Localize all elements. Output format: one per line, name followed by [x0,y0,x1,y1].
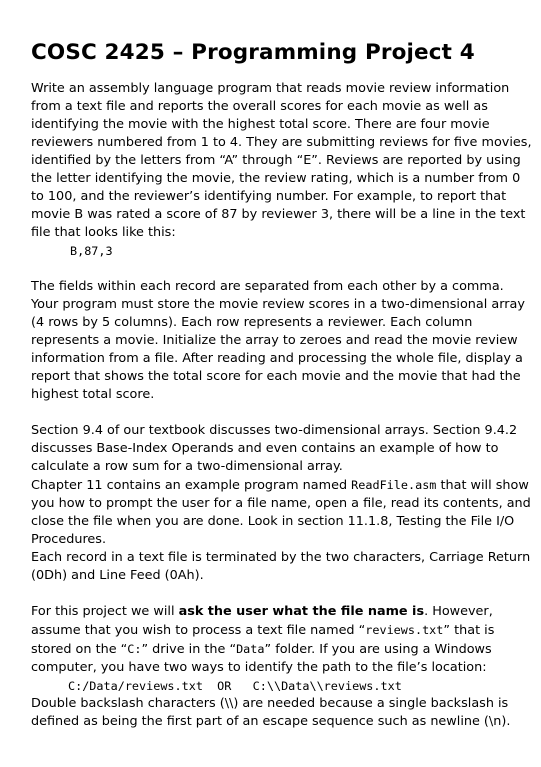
spacer [31,404,533,422]
readfile-code: ReadFile.asm [351,478,437,492]
filename-code: reviews.txt [365,623,444,637]
filename-text-d: ” drive in the “ [141,642,237,657]
array-paragraph: The fields within each record are separated from each other by a comma. Your program must store the movie review scores in a two-dimensional array (4 rows by 5 columns). Each row represents a reviewer. Each column represents a movie. Initialize the array to zeroes and read the movie review information from a file. After reading and processing the whole file, display a report that shows the total score for each movie and the movie that had the highest total score. [31,279,525,402]
filename-text-b: . However, assume that you wish to process a text file named “ [31,604,493,638]
page-title: COSC 2425 – Programming Project 4 [31,40,475,65]
document-page [31,38,533,731]
filename-text-c: ” that is stored on the “ [31,623,495,657]
drive-code: C: [127,642,142,656]
path-examples: C:/Data/reviews.txt OR C:\\Data\\reviews.txt [68,679,402,693]
textbook-paragraph: Section 9.4 of our textbook discusses two-dimensional arrays. Section 9.4.2 discusses Base-Index Operands and even contains an example of how to calculate a row sum for a two-dimensional array. [31,423,518,474]
record-terminator-paragraph: Each record in a text file is terminated by the two characters, Carriage Return (0Dh) and Line Feed (0Ah). [31,550,531,583]
intro-paragraph: Write an assembly language program that reads movie review information from a text file and reports the overall scores for each movie as well as identifying the movie with the highest total score. There are four movie reviewers numbered from 1 to 4. They are submitting reviews for five movies, identified by the letters from “A” through “E”. Reviews are reported by using the letter identifying the movie, the review rating, which is a number from 0 to 100, and the reviewer’s identifying number. For example, to report that movie B was rated a score of 87 by reviewer 3, there will be a line in the text file that looks like this: [31,81,532,240]
example-record: B,87,3 [70,244,113,258]
filename-emphasis: ask the user what the file name is [178,604,425,619]
spacer [31,585,533,603]
chapter-paragraph [31,476,533,549]
folder-code: Data [236,642,265,656]
spacer [31,260,533,278]
filename-paragraph [31,603,533,677]
backslash-paragraph: Double backslash characters (\\) are needed because a single backslash is defined as being the first part of an escape sequence such as newline (\n). [31,696,511,729]
chapter-text-before: Chapter 11 contains an example program named [31,478,352,493]
chapter-text-after: that will show you how to prompt the user for a file name, open a file, read its contents, and close the file when you are done. Look in section 11.1.8, Testing the File I/O Procedures. [31,478,531,547]
filename-text-e: ” folder. If you are using a Windows computer, you have two ways to identify the path to the file’s location: [31,642,492,675]
filename-text-a: For this project we will [31,604,179,619]
